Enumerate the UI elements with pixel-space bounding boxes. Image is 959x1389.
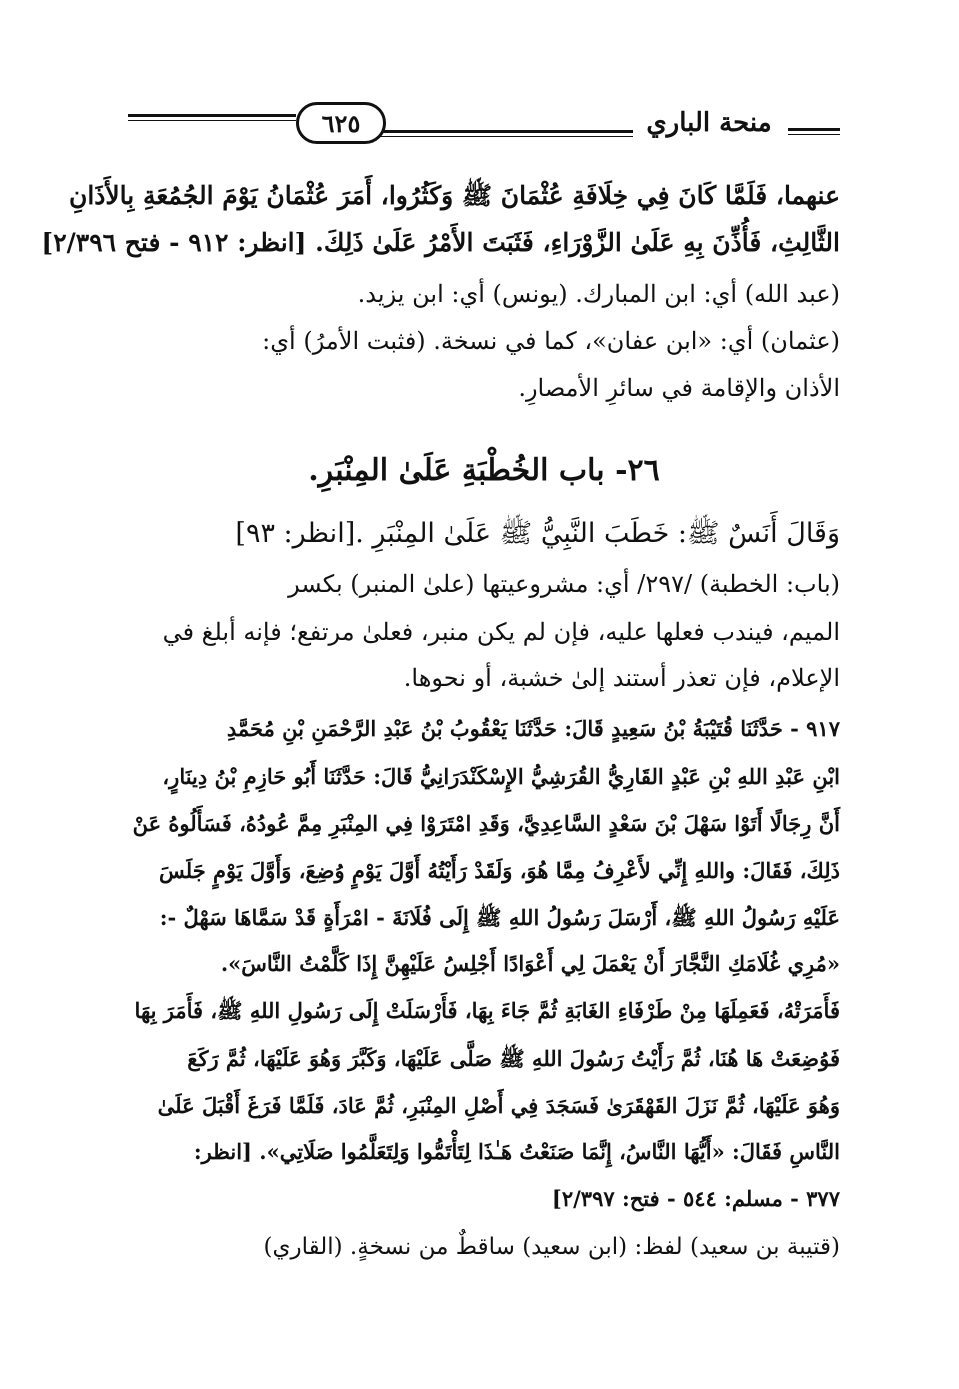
page-number: ٦٢٥ — [296, 102, 386, 144]
header-rule-right — [788, 128, 840, 131]
commentary-line: الإعلام، فإن تعذر أستند إلىٰ خشبة، أو نحوها. — [403, 664, 840, 692]
chapter-subtitle: وَقَالَ أَنَسٌ ﷺ: خَطَبَ النَّبِيُّ ﷺ عَلَىٰ المِنْبَرِ .[انظر: ٩٣] — [235, 518, 840, 549]
hadith-917-line: فَوُضِعَتْ هَا هُنَا، ثُمَّ رَأَيْتُ رَسُولَ اللهِ ﷺ صَلَّى عَلَيْهَا، وَكَبَّرَ وَهُوَ عَلَيْهَا، ثُمَّ رَكَعَ — [187, 1046, 840, 1071]
header-rule-right-thin — [788, 134, 840, 135]
page-header — [128, 100, 840, 152]
commentary-line: (قتيبة بن سعيد) لفظ: (ابن سعيد) ساقطٌ من نسخةٍ. (القاري) — [263, 1234, 840, 1260]
header-rule-left-thin — [128, 120, 296, 121]
hadith-top-line: الثَّالِثِ، فَأُذِّنَ بِهِ عَلَىٰ الزَّوْرَاءِ، فَثَبَتَ الأَمْرُ عَلَىٰ ذَلِكَ. [انظر: ٩١٢ - فتح ٢/٣٩٦] — [41, 228, 840, 257]
hadith-917-line: ذَلِكَ، فَقَالَ: واللهِ إِنِّي لأَعْرِفُ مِمَّا هُوَ، وَلَقَدْ رَأَيْتُهُ أَوَّلَ يَوْمٍ وُضِعَ، وَأَوَّلَ يَوْمٍ جَلَسَ — [158, 858, 840, 883]
header-rule-left — [128, 114, 296, 117]
hadith-917-line: النَّاسِ فَقَالَ: «أَيُّهَا النَّاسُ، إِنَّمَا صَنَعْتُ هَـٰذَا لِتَأْتَمُّوا وَلِتَعَلَّمُوا صَلَاتِي». [انظر: — [193, 1139, 840, 1164]
commentary-line: (عثمان) أي: «ابن عفان»، كما في نسخة. (فثبت الأمرُ) أي: — [262, 327, 840, 355]
hadith-917-line: ٣٧٧ - مسلم: ٥٤٤ - فتح: ٢/٣٩٧] — [551, 1186, 840, 1211]
commentary-line: (عبد الله) أي: ابن المبارك. (يونس) أي: ابن يزيد. — [357, 280, 840, 308]
hadith-917-line: عَلَيْهِ رَسُولُ اللهِ ﷺ، أَرْسَلَ رَسُولُ اللهِ ﷺ إِلَى فُلَانَةَ - امْرَأَةٍ قَدْ سَمَّاهَا سَهْلٌ -: — [159, 905, 840, 930]
hadith-917-line: فَأَمَرَتْهُ، فَعَمِلَهَا مِنْ طَرْفَاءِ الغَابَةِ ثُمَّ جَاءَ بِهَا، فَأَرْسَلَتْ إِلَى رَسُولِ اللهِ ﷺ، فَأَمَرَ بِهَا — [134, 998, 840, 1023]
hadith-917-line: أَنَّ رِجَالًا أَتَوْا سَهْلَ بْنَ سَعْدٍ السَّاعِدِيَّ، وَقَدِ امْتَرَوْا فِي المِنْبَرِ مِمَّ عُودُهُ، فَسَأَلُوهُ عَنْ — [132, 811, 840, 836]
chapter-title: ٢٦- باب الخُطْبَةِ عَلَىٰ المِنْبَرِ. — [308, 453, 660, 488]
hadith-917-line: ابْنِ عَبْدِ اللهِ بْنِ عَبْدٍ القَارِيُّ القُرَشِيُّ الإِسْكَنْدَرَانِيُّ قَالَ: حَدَّثَنَا أَبُو حَازِمِ بْنُ دِينَارٍ، — [162, 764, 840, 789]
commentary-line: الأذان والإقامة في سائرِ الأمصارِ. — [518, 374, 840, 402]
hadith-top-line: عنهما، فَلَمَّا كَانَ فِي خِلَافَةِ عُثْمَانَ ﷺ وَكَثُرُوا، أَمَرَ عُثْمَانُ يَوْمَ الجُمُعَةِ بِالأَذَانِ — [68, 181, 840, 210]
hadith-917-line: وَهُوَ عَلَيْهَا، ثُمَّ نَزَلَ القَهْقَرَىٰ فَسَجَدَ فِي أَصْلِ المِنْبَرِ، ثُمَّ عَادَ، فَلَمَّا فَرَغَ أَقْبَلَ عَلَىٰ — [157, 1093, 840, 1118]
commentary-line: الميم، فيندب فعلها عليه، فإن لم يكن منبر، فعلىٰ مرتفع؛ فإنه أبلغ في — [162, 618, 840, 646]
hadith-917-line: ٩١٧ - حَدَّثَنَا قُتَيْبَةُ بْنُ سَعِيدٍ قَالَ: حَدَّثَنَا يَعْقُوبُ بْنُ عَبْدِ الرَّحْمَنِ بْنِ مُحَمَّدِ — [226, 716, 840, 741]
commentary-line: (باب: الخطبة) /٢٩٧/ أي: مشروعيتها (علىٰ المنبر) بكسر — [288, 570, 840, 598]
book-title: منحة الباري — [633, 108, 785, 138]
hadith-917-line: «مُرِي غُلَامَكِ النَّجَّارَ أَنْ يَعْمَلَ لِي أَعْوَادًا أَجْلِسُ عَلَيْهِنَّ إِذَا كَلَّمْتُ النَّاسَ». — [220, 951, 840, 976]
